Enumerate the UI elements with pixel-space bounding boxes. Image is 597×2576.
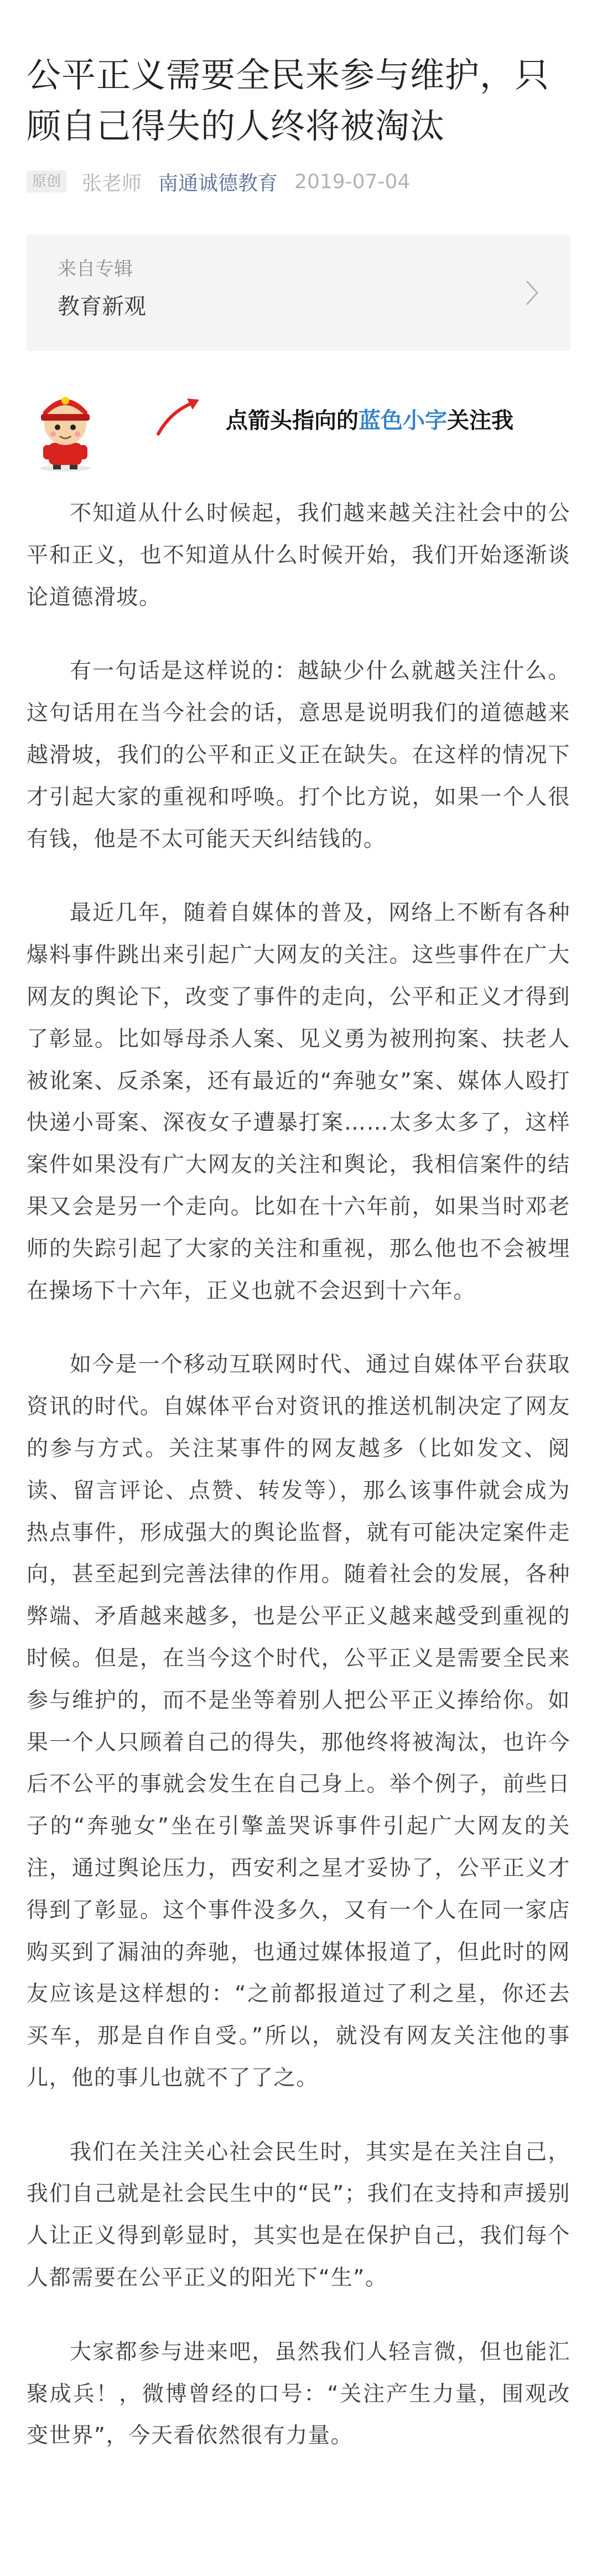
- account-link[interactable]: 南通诚德教育: [158, 172, 278, 195]
- chevron-right-icon: [525, 279, 539, 307]
- article-body: [27, 493, 570, 2457]
- paragraph: 有一句话是这样说的：越缺少什么就越关注什么。这句话用在当今社会的话，意思是说明我们的道德越来越滑坡，我们的公平和正义正在缺失。在这样的情况下才引起大家的重视和呼唤。打个比方说，如果一个人很有钱，他是不太可能天天纠结钱的。: [27, 659, 570, 852]
- follow-instruction: [226, 404, 513, 437]
- paragraph: 大家都参与进来吧，虽然我们人轻言微，但也能汇聚成兵！，微博曾经的口号：“关注产生力量，围观改变世界”，今天看依然很有力量。: [27, 2339, 570, 2449]
- article-meta: [27, 167, 570, 196]
- album-name: 教育新观: [58, 294, 146, 319]
- paragraph: 最近几年，随着自媒体的普及，网络上不断有各种爆料事件跳出来引起广大网友的关注。这些事件在广大网友的舆论下，改变了事件的走向，公平和正义才得到了彰显。比如辱母杀人案、见义勇为被刑拘案、扶老人被讹案、反杀案，还有最近的“奔驰女”案、媒体人殴打快递小哥案、深夜女子遭暴打案……太多太多了，这样案件如果没有广大网友的关注和舆论，我相信案件的结果又会是另一个走向。比如在十六年前，如果当时邓老师的失踪引起了大家的关注和重视，那么他也不会被埋在操场下十六年，正义也就不会迟到十六年。: [27, 901, 570, 1303]
- album-label: 来自专辑: [58, 258, 133, 280]
- red-arrow-icon: [154, 395, 204, 439]
- follow-suffix: 关注我: [447, 408, 513, 433]
- cartoon-mascot-icon: [27, 390, 104, 473]
- author-name: 张老师: [82, 172, 142, 195]
- original-badge: 原创: [27, 170, 66, 193]
- paragraph: 如今是一个移动互联网时代、通过自媒体平台获取资讯的时代。自媒体平台对资讯的推送机制决定了网友的参与方式。关注某事件的网友越多（比如发文、阅读、留言评论、点赞、转发等），那么该事件就会成为热点事件，形成强大的舆论监督，就有可能决定案件走向，甚至起到完善法律的作用。随着社会的发展，各种弊端、矛盾越来越多，也是公平正义越来越受到重视的时候。但是，在当今这个时代，公平正义是需要全民来参与维护的，而不是坐等着别人把公平正义捧给你。如果一个人只顾着自己的得失，那他终将被淘汰，也许今后不公平的事就会发生在自己身上。举个例子，前些日子的“奔驰女”坐在引擎盖哭诉事件引起广大网友的关注，通过舆论压力，西安利之星才妥协了，公平正义才得到了彰显。这个事件没多久，又有一个人在同一家店购买到了漏油的奔驰，也通过媒体报道了，但此时的网友应该是这样想的：“之前都报道过了利之星，你还去买车，那是自作自受。”所以，就没有网友关注他的事儿，他的事儿也就不了了之。: [27, 1352, 570, 2091]
- paragraph: 我们在关注关心社会民生时，其实是在关注自己，我们自己就是社会民生中的“民”；我们在支持和声援别人让正义得到彰显时，其实也是在保护自己，我们每个人都需要在公平正义的阳光下“生”。: [27, 2139, 570, 2291]
- follow-prefix: 点箭头指向的: [226, 408, 359, 433]
- paragraph: 不知道从什么时候起，我们越来越关注社会中的公平和正义，也不知道从什么时候开始，我们开始逐渐谈论道德滑坡。: [27, 501, 570, 610]
- publish-date: 2019-07-04: [294, 170, 411, 193]
- follow-banner: [27, 390, 570, 473]
- album-card[interactable]: [27, 235, 570, 351]
- follow-highlight: 蓝色小字: [359, 408, 447, 433]
- article-title: 公平正义需要全民来参与维护，只顾自己得失的人终将被淘汰: [27, 55, 550, 146]
